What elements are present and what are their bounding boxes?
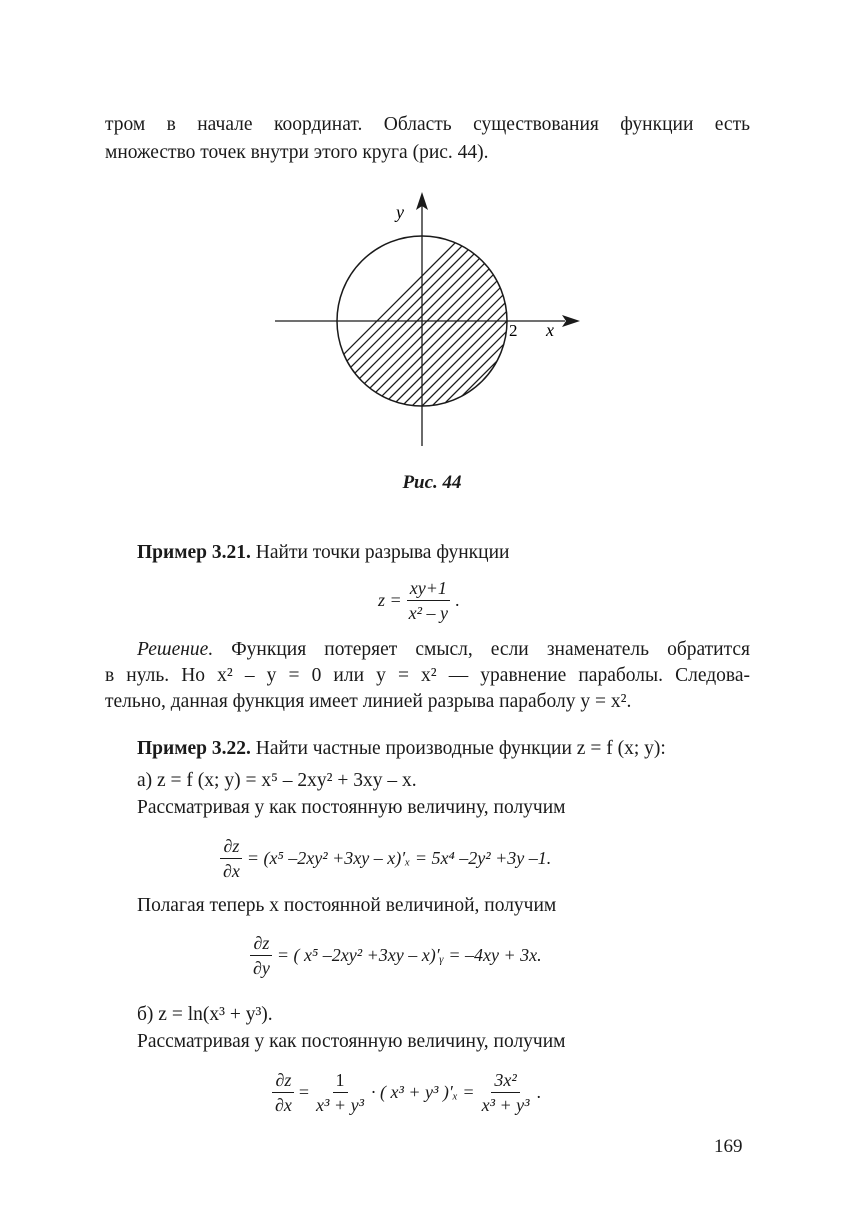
solution-label: Решение. <box>137 639 214 660</box>
page-number: 169 <box>714 1136 743 1157</box>
x-axis-label: x <box>546 320 554 340</box>
equals-sign: = <box>298 1082 310 1102</box>
hatch-line <box>500 188 590 448</box>
paragraph-line: Рассматривая y как постоянную величину, получим <box>137 797 566 818</box>
formula-2 <box>216 836 551 881</box>
hatch-line <box>330 188 590 448</box>
formula-1 <box>378 578 460 623</box>
hatch-line <box>320 188 580 448</box>
fraction <box>272 1070 295 1115</box>
numerator: ∂z <box>272 1070 294 1093</box>
formula-3 <box>246 933 542 978</box>
y-axis-label: y <box>396 202 404 222</box>
example-3-22 <box>137 736 750 762</box>
denominator: x² – y <box>408 603 449 623</box>
formula-end: . <box>536 1082 541 1102</box>
solution-text: Функция потеряет смысл, если знаменатель обратится <box>213 639 750 660</box>
hatch-line <box>510 188 590 448</box>
denominator: x³ + y³ <box>481 1095 530 1115</box>
hatch-line <box>270 188 520 448</box>
numerator: 3x² <box>491 1070 519 1093</box>
hatch-line <box>300 188 560 448</box>
numerator: xy+1 <box>407 578 450 601</box>
denominator: ∂y <box>253 958 270 978</box>
hatch-line <box>310 188 570 448</box>
hatch-line <box>400 188 590 448</box>
item-b: б) z = ln(x³ + y³). <box>137 1004 273 1025</box>
hatch-line <box>570 188 590 448</box>
hatch-line <box>520 188 590 448</box>
numerator: ∂z <box>220 836 242 859</box>
paragraph-line: Рассматривая y как постоянную величину, получим <box>137 1031 566 1052</box>
fraction <box>406 578 451 623</box>
hatching <box>270 188 590 448</box>
paragraph-line: Полагая теперь x постоянной величиной, получим <box>137 895 557 916</box>
example-3-21 <box>137 540 750 566</box>
example-text: Найти точки разрыва функции <box>250 542 510 563</box>
item-a: а) z = f (x; y) = x⁵ – 2xy² + 3xy – x. <box>137 770 417 791</box>
hatch-line <box>480 188 590 448</box>
denominator: ∂x <box>223 861 240 881</box>
formula-end: . <box>455 590 460 610</box>
formula-4 <box>268 1070 541 1115</box>
figure-44 <box>270 188 590 453</box>
numerator: ∂z <box>250 933 272 956</box>
fraction <box>313 1070 367 1115</box>
hatch-line <box>490 188 590 448</box>
formula-lhs: z = <box>378 590 402 610</box>
example-text: Найти частные производные функции z = f (x; y): <box>250 738 666 759</box>
hatch-line <box>380 188 590 448</box>
hatch-line <box>580 188 590 448</box>
example-label: Пример 3.21. <box>137 542 251 563</box>
paragraph-line: множество точек внутри этого круга (рис. 44). <box>105 142 489 163</box>
hatch-line <box>280 188 540 448</box>
tick-label: 2 <box>509 321 518 340</box>
hatch-line <box>340 188 590 448</box>
hatch-line <box>470 188 590 448</box>
hatch-line <box>270 188 530 448</box>
hatch-line <box>360 188 590 448</box>
formula-rhs: = ( x⁵ –2xy² +3xy – x)′ᵧ = –4xy + 3x. <box>276 945 542 965</box>
solution-line: тельно, данная функция имеет линией разрыва параболу y = x². <box>105 691 632 712</box>
figure-caption: Рис. 44 <box>402 472 462 493</box>
solution-line <box>137 637 750 663</box>
fraction <box>479 1070 533 1115</box>
fraction <box>220 836 243 881</box>
formula-middle: · ( x³ + y³ )′ₓ = <box>370 1082 475 1102</box>
fraction <box>250 933 273 978</box>
formula-rhs: = (x⁵ –2xy² +3xy – x)′ₓ = 5x⁴ –2y² +3y –1. <box>246 848 552 868</box>
example-label: Пример 3.22. <box>137 738 251 759</box>
hatch-line <box>530 188 590 448</box>
solution-line: в нуль. Но x² – y = 0 или y = x² — уравнение параболы. Следова- <box>105 665 750 686</box>
hatch-line <box>290 188 550 448</box>
denominator: x³ + y³ <box>316 1095 364 1115</box>
paragraph-line: тром в начале координат. Область существования функции есть <box>105 114 750 135</box>
numerator: 1 <box>333 1070 348 1093</box>
denominator: ∂x <box>275 1095 292 1115</box>
